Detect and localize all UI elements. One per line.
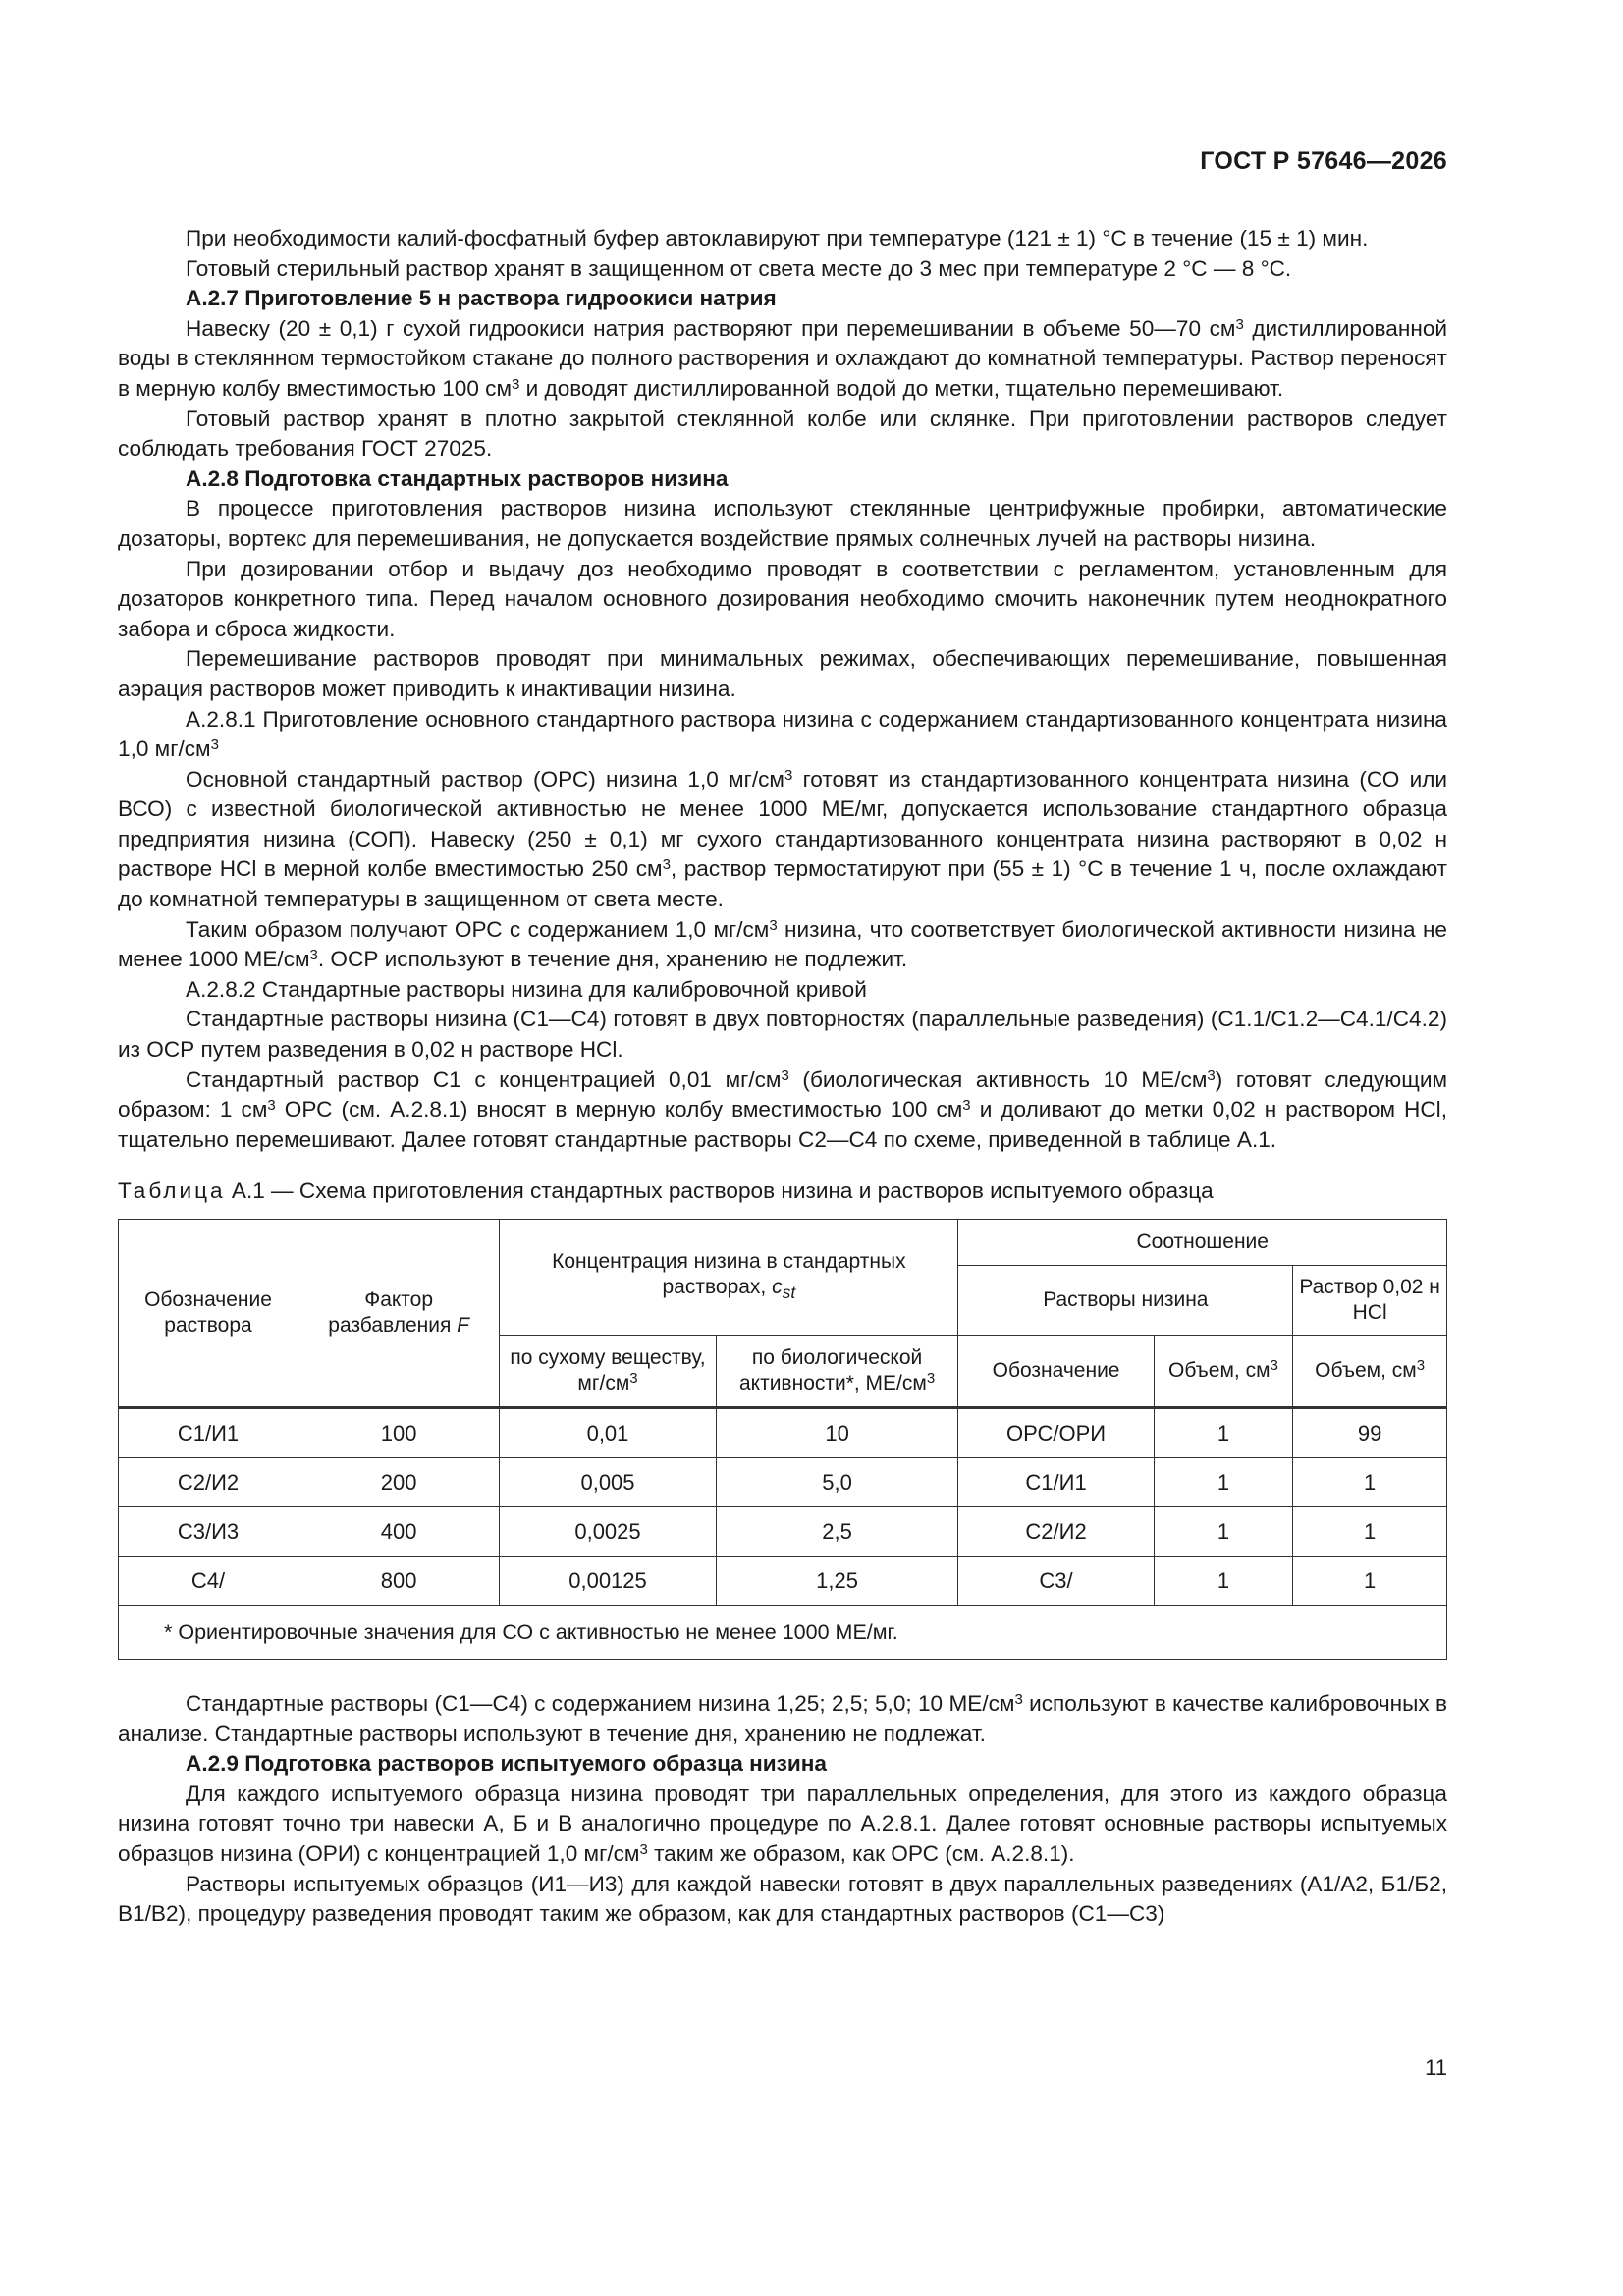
- table-row: С3/И3 400 0,0025 2,5 С2/И2 1 1: [119, 1507, 1447, 1557]
- paragraph: Стандартные растворы низина (С1—С4) готовят в двух повторностях (параллельные разведения) (С1.1/С1.2—С4.1/С4.2) из ОСР путем разведения в 0,02 н растворе HCl.: [118, 1007, 1447, 1063]
- table-a1: [118, 1219, 1447, 1660]
- paragraph: Готовый раствор хранят в плотно закрытой стеклянной колбе или склянке. При приготовлении растворов следует соблюдать требования ГОСТ 27025.: [118, 406, 1447, 462]
- subsection-heading-a282: А.2.8.2 Стандартные растворы низина для калибровочной кривой: [186, 976, 867, 1002]
- paragraph: В процессе приготовления растворов низина используют стеклянные центрифужные пробирки, автоматические дозаторы, вортекс для перемешивания, не допускается воздействие прямых солнечных лучей на растворы низина.: [118, 496, 1447, 551]
- header-nisin-solutions: Растворы низина: [958, 1266, 1293, 1336]
- paragraph: При необходимости калий-фосфатный буфер автоклавируют при температуре (121 ± 1) °С в течение (15 ± 1) мин.: [186, 226, 1369, 250]
- header-designation-2: Обозначение: [958, 1336, 1154, 1408]
- header-ratio: Соотношение: [958, 1220, 1447, 1266]
- header-hcl-solution: Раствор 0,02 н HCl: [1293, 1266, 1447, 1336]
- section-heading-a27: А.2.7 Приготовление 5 н раствора гидроокиси натрия: [186, 286, 777, 311]
- table-footnote-row: [119, 1606, 1447, 1660]
- table-caption: Таблица А.1 — Схема приготовления стандартных растворов низина и растворов испытуемого образца: [118, 1178, 1214, 1204]
- paragraph: Стандартный раствор С1 с концентрацией 0,01 $мг/см^3$ (биологическая активность 10 $МЕ/см^3$) готовят следующим образом: 1 $см^3$ ОРС (см. А.2.8.1) вносят в мерную колбу вместимостью 100 $см^3$ и доливают до метки 0,02 н раствором HCl, тщательно перемешивают. Далее готовят стандартные растворы С2—С4 по схеме, приведенной в таблице А.1.: [118, 1066, 1447, 1152]
- paragraph: Навеску (20 ± 0,1) г сухой гидроокиси натрия растворяют при перемешивании в объеме 50—70 $см^3$ дистиллированной воды в стеклянном термостойком стакане до полного растворения и охлаждают до комнатной температуры. Раствор переносят в мерную колбу вместимостью 100 $см^3$ и доводят дистиллированной водой до метки, тщательно перемешивают.: [118, 315, 1448, 401]
- paragraph: Для каждого испытуемого образца низина проводят три параллельных определения, для этого из каждого образца низина готовят точно три навески А, Б и В аналогично процедуре по А.2.8.1. Далее готовят основные растворы испытуемых образцов низина (ОРИ) с концентрацией 1,0 $мг/см^3$ таким же образом, как ОРС (см. А.2.8.1).: [118, 1780, 1447, 1866]
- header-dry-matter: по сухому веществу, $мг/см^3$: [500, 1336, 716, 1408]
- header-concentration: Концентрация низина в стандартных растворах, $c_{st}$: [500, 1220, 958, 1336]
- paragraph: Растворы испытуемых образцов (И1—И3) для каждой навески готовят в двух параллельных разведениях (А1/А2, Б1/Б2, В1/В2), процедуру разведения проводят таким же образом, как для стандартных растворов (С1—С3): [118, 1871, 1447, 1927]
- header-dilution-factor: Фактор разбавления F: [298, 1220, 500, 1408]
- paragraph: Готовый стерильный раствор хранят в защищенном от света месте до 3 мес при температуре 2 °С — 8 °С.: [186, 255, 1292, 281]
- table-footnote: * Ориентировочные значения для СО с активностью не менее 1000 МЕ/мг.: [119, 1606, 1447, 1660]
- page-number: 11: [1425, 2055, 1447, 2080]
- subsection-heading-a281: А.2.8.1 Приготовление основного стандартного раствора низина с содержанием стандартизованного концентрата низина 1,0 $мг/см^3$: [118, 706, 1447, 762]
- paragraph: Таким образом получают ОРС с содержанием 1,0 $мг/см^3$ низина, что соответствует биологической активности низина не менее 1000 $МЕ/см^3$. ОСР используют в течение дня, хранению не подлежит.: [118, 916, 1447, 972]
- paragraph: Основной стандартный раствор (ОРС) низина 1,0 $мг/см^3$ готовят из стандартизованного концентрата низина (СО или ВСО) с известной биологической активностью не менее 1000 МЕ/мг, допускается использование стандартного образца предприятия низина (СОП). Навеску (250 ± 0,1) мг сухого стандартизованного концентрата низина растворяют в 0,02 н растворе HCl в мерной колбе вместимостью 250 $см^3$, раствор термостатируют при (55 ± 1) °С в течение 1 ч, после охлаждают до комнатной температуры в защищенном от света месте.: [118, 766, 1448, 912]
- paragraph: Стандартные растворы (С1—С4) с содержанием низина 1,25; 2,5; 5,0; 10 $МЕ/см^3$ используют в качестве калибровочных в анализе. Стандартные растворы используют в течение дня, хранению не подлежат.: [118, 1691, 1447, 1746]
- section-heading-a29: А.2.9 Подготовка растворов испытуемого образца низина: [186, 1751, 827, 1777]
- section-heading-a28: А.2.8 Подготовка стандартных растворов низина: [186, 465, 729, 491]
- page-body: [118, 224, 1447, 1930]
- table-row: С2/И2 200 0,005 5,0 С1/И1 1 1: [119, 1458, 1447, 1507]
- table-row: С1/И1 100 0,01 10 ОРС/ОРИ 1 99: [119, 1408, 1447, 1458]
- document-header: ГОСТ Р 57646—2026: [1200, 147, 1447, 175]
- header-bio-activity: по биологической активности*, $МЕ/см^3$: [716, 1336, 958, 1408]
- header-designation: Обозначение раствора: [119, 1220, 298, 1408]
- header-volume: Объем, $см^3$: [1154, 1336, 1293, 1408]
- table-row: С4/ 800 0,00125 1,25 С3/ 1 1: [119, 1557, 1447, 1606]
- paragraph: Перемешивание растворов проводят при минимальных режимах, обеспечивающих перемешивание, повышенная аэрация растворов может приводить к инактивации низина.: [118, 646, 1447, 701]
- paragraph: При дозировании отбор и выдачу доз необходимо проводят в соответствии с регламентом, установленным для дозаторов конкретного типа. Перед началом основного дозирования необходимо смочить наконечник путем неоднократного забора и сброса жидкости.: [118, 556, 1447, 641]
- header-volume-hcl: Объем, $см^3$: [1293, 1336, 1447, 1408]
